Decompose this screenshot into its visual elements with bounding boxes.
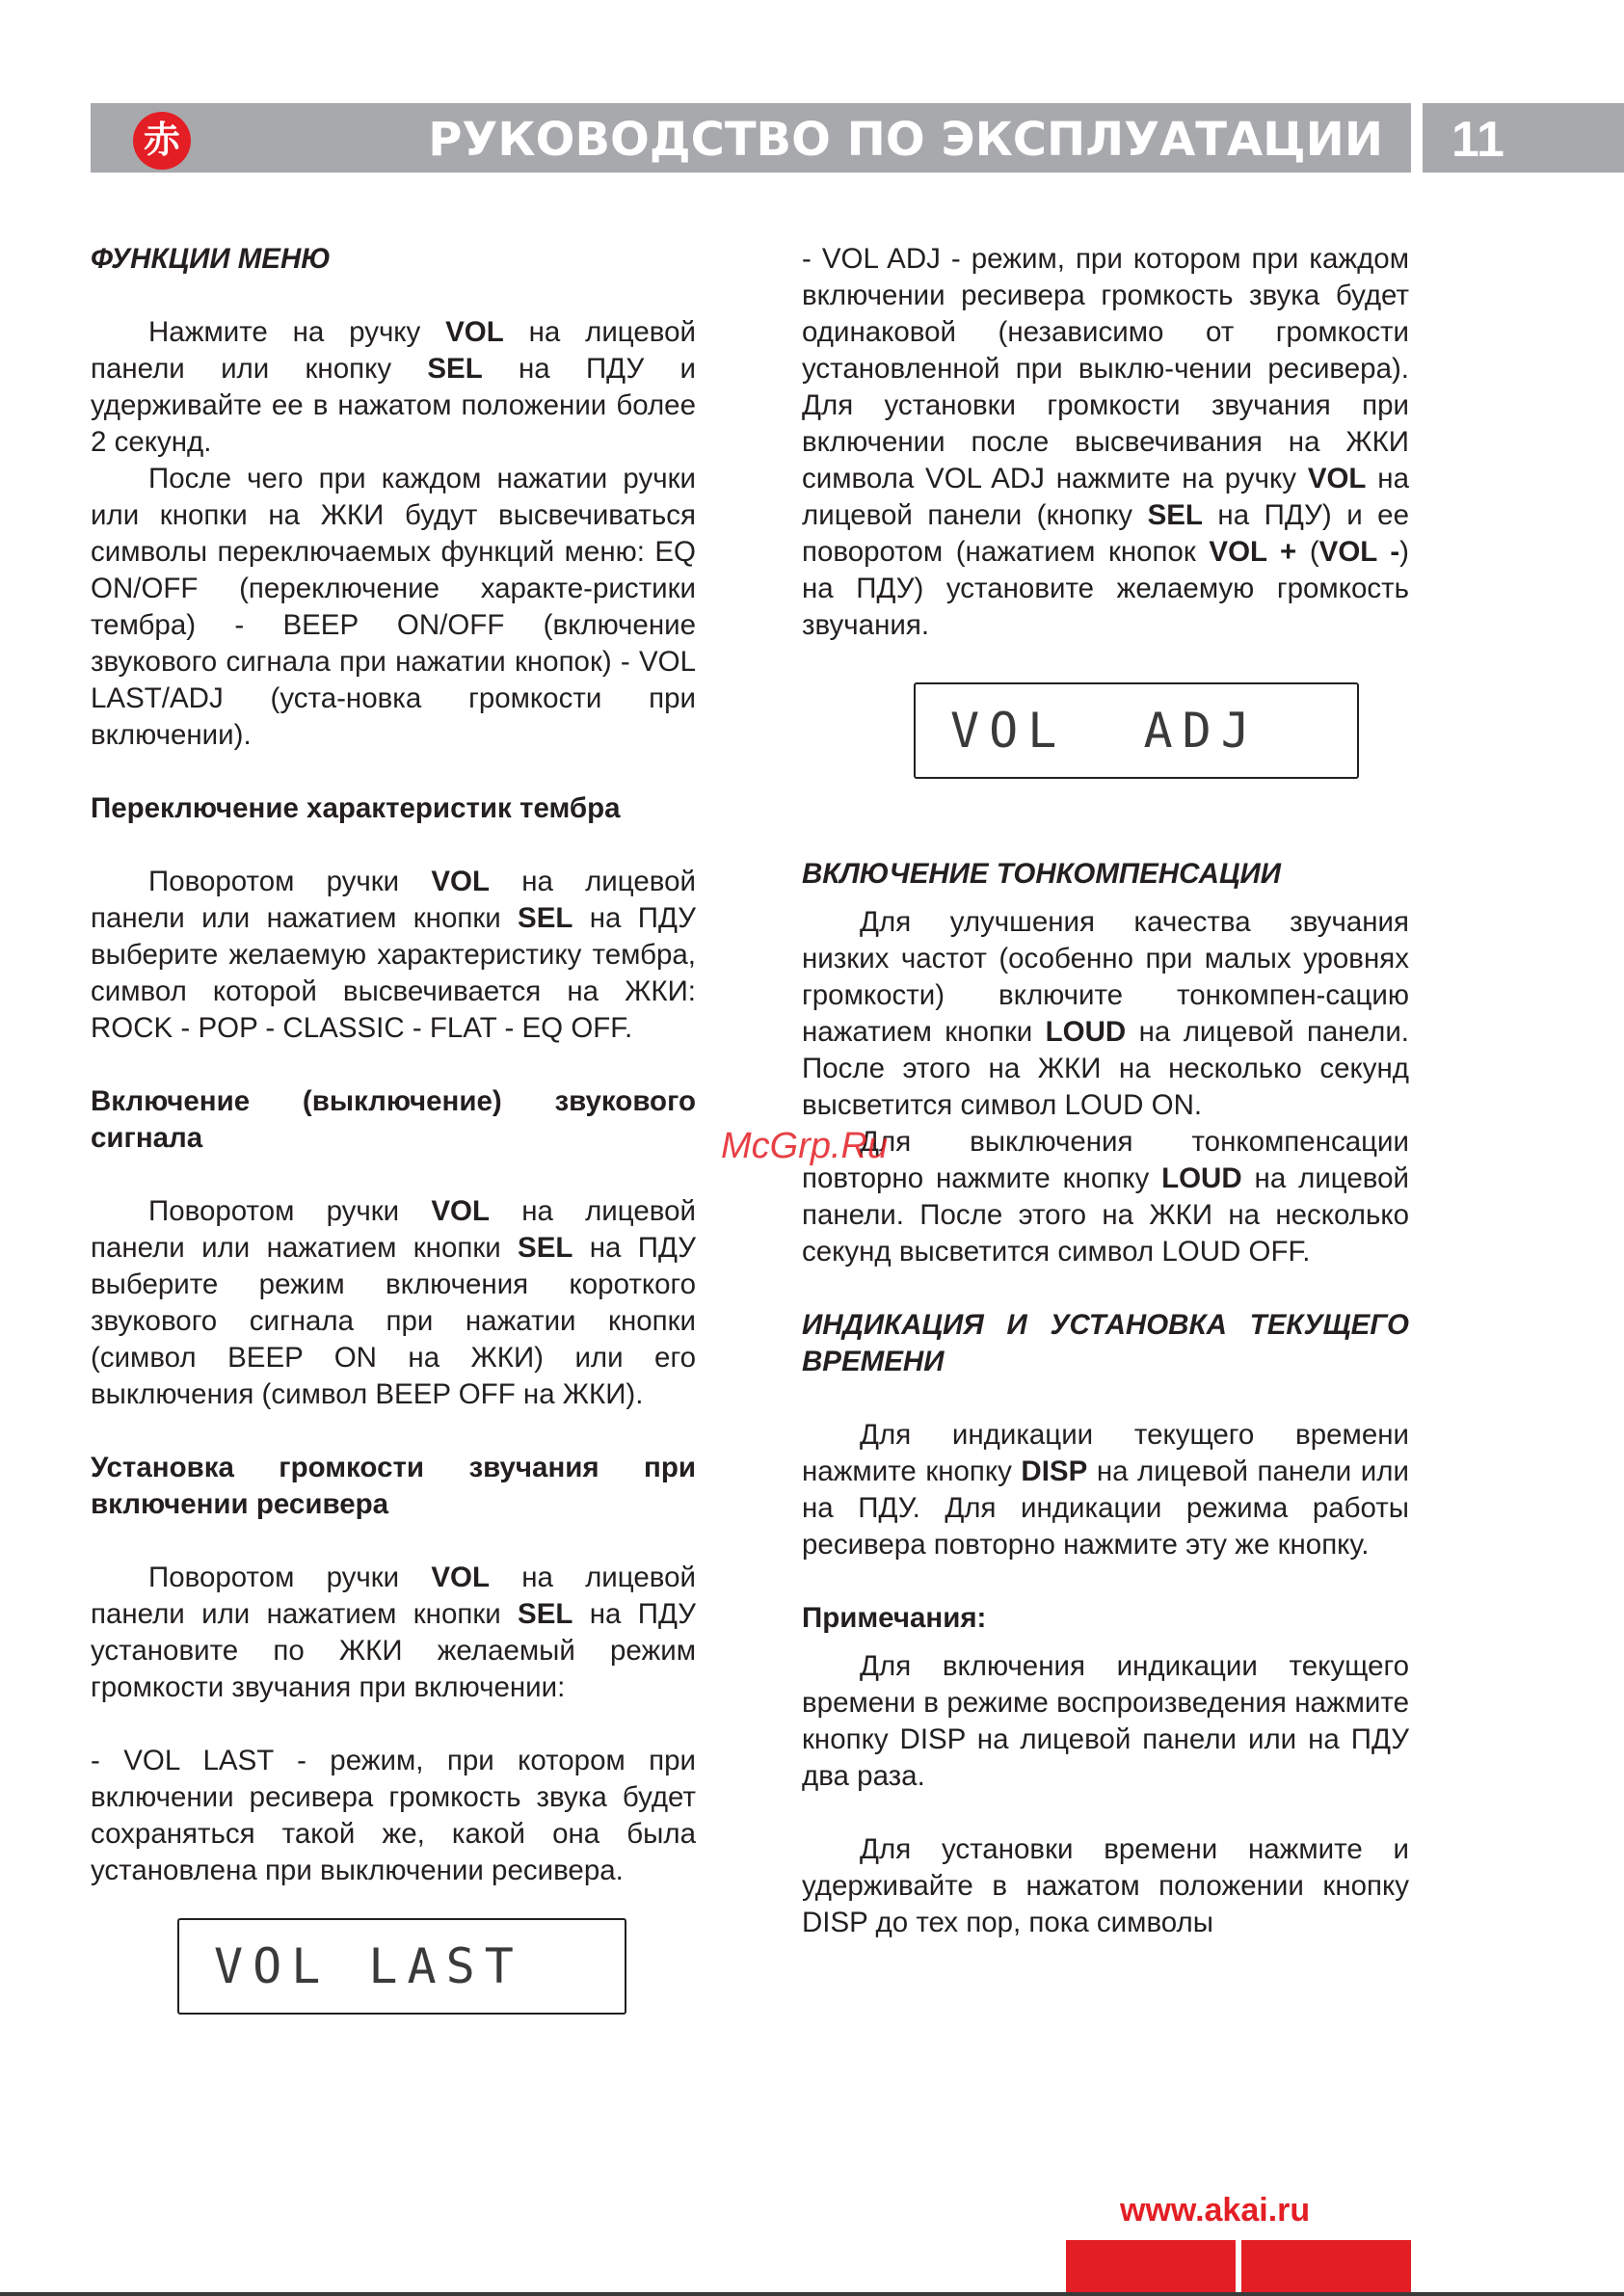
paragraph-note-1: Для включения индикации текущего времени в режиме воспроизведения нажмите кнопку DISP на лицевой панели или на ПДУ два раза. [802, 1650, 1409, 1792]
lcd-display-vol-adj: VOL ADJ [914, 682, 1359, 779]
right-column [802, 241, 1409, 1941]
bold-term: VOL [445, 316, 504, 348]
watermark: McGrp.Ru [721, 1126, 889, 1166]
bold-term: LOUD [1045, 1016, 1127, 1048]
bold-term: VOL [1307, 463, 1367, 494]
left-column [91, 241, 696, 2015]
akai-logo: 赤 [133, 112, 191, 170]
bold-term: SEL [518, 902, 573, 934]
heading-tone-switching: Переключение характеристик тембра [91, 792, 621, 824]
bold-term: SEL [1147, 499, 1203, 531]
heading-beep: Включение (выключение) звукового сигнала [91, 1085, 696, 1154]
paragraph-vol-adj: - VOL ADJ - режим, при котором при каждом включении ресивера громкость звука будет одинаковой (независимо от громкости установленной при выклю-чении ресивера). Для установки громкости звучания при включении после высвечивания на ЖКИ символа VOL ADJ нажмите на ручку VOL на лицевой панели (кнопку SEL на ПДУ) и ее поворотом (нажатием кнопок VOL + (VOL -) на ПДУ) установите желаемую громкость звучания. [802, 243, 1409, 641]
paragraph-time-display: Для индикации текущего времени нажмите кнопку DISP на лицевой панели или на ПДУ. Для индикации режима работы ресивера повторно нажмите эту же кнопку. [802, 1419, 1409, 1561]
paragraph-note-2: Для установки времени нажмите и удерживайте в нажатом положении кнопку DISP до тех пор, пока символы [802, 1833, 1409, 1938]
website-link[interactable]: www.akai.ru [1120, 2192, 1311, 2229]
bold-term: VOL [431, 1195, 491, 1227]
paragraph-volume-on: Поворотом ручки VOL на лицевой панели или нажатием кнопки SEL на ПДУ установите по ЖКИ желаемый режим громкости звучания при включении: [91, 1562, 696, 1703]
paragraph-tone-switching: Поворотом ручки VOL на лицевой панели или нажатием кнопки SEL на ПДУ выберите желаемую характеристику тембра, символ которой высвечивается на ЖКИ: ROCK - POP - CLASSIC - FLAT - EQ OFF. [91, 866, 696, 1044]
bold-term: VOL + [1209, 536, 1297, 568]
footer-red-bar-right [1241, 2240, 1411, 2296]
bold-term: VOL [431, 866, 491, 897]
lcd-display-vol-last: VOL LAST [177, 1918, 626, 2015]
paragraph-vol-last: - VOL LAST - режим, при котором при включении ресивера громкость звука будет сохраняться такой же, какой она была установлена при выключении ресивера. [91, 1745, 696, 1886]
bold-term: SEL [518, 1232, 573, 1264]
paragraph-beep: Поворотом ручки VOL на лицевой панели или нажатием кнопки SEL на ПДУ выберите режим включения короткого звукового сигнала при нажатии кнопки (символ BEEP ON на ЖКИ) или его выключения (символ BEEP OFF на ЖКИ). [91, 1195, 696, 1410]
bold-term: SEL [518, 1598, 573, 1630]
heading-notes: Примечания: [802, 1602, 987, 1634]
paragraph-menu-intro: Нажмите на ручку VOL на лицевой панели или кнопку SEL на ПДУ и удерживайте ее в нажатом положении более 2 секунд. [91, 316, 696, 458]
bottom-rule [0, 2292, 1624, 2296]
heading-loudness: ВКЛЮЧЕНИЕ ТОНКОМПЕНСАЦИИ [802, 858, 1281, 890]
paragraph-loud-on: Для улучшения качества звучания низких частот (особенно при малых уровнях громкости) включите тонкомпен-сацию нажатием кнопки LOUD на лицевой панели. После этого на ЖКИ на несколько секунд высветится символ LOUD ON. [802, 906, 1409, 1121]
heading-time: ИНДИКАЦИЯ И УСТАНОВКА ТЕКУЩЕГО ВРЕМЕНИ [802, 1309, 1409, 1377]
bold-term: VOL - [1318, 536, 1400, 568]
heading-menu-functions: ФУНКЦИИ МЕНЮ [91, 243, 332, 275]
footer-red-bar-left [1066, 2240, 1236, 2296]
bold-term: VOL [431, 1562, 491, 1593]
page-title: РУКОВОДСТВО ПО ЭКСПЛУАТАЦИИ [428, 113, 1383, 167]
bold-term: LOUD [1161, 1162, 1242, 1194]
page-number: 11 [1451, 112, 1504, 168]
bold-term: SEL [427, 353, 483, 385]
bold-term: DISP [1021, 1455, 1088, 1487]
paragraph-menu-functions: После чего при каждом нажатии ручки или кнопки на ЖКИ будут высвечиваться символы переключаемых функций меню: EQ ON/OFF (переключение характе-ристики тембра) - BEEP ON/OFF (включение звукового сигнала при нажатии кнопок) - VOL LAST/ADJ (уста-новка громкости при включении). [91, 463, 696, 751]
paragraph-loud-off: Для выключения тонкомпенсации повторно нажмите кнопку LOUD на лицевой панели. После этого на ЖКИ на несколько секунд высветится символ LOUD OFF. [802, 1126, 1409, 1268]
heading-volume-on: Установка громкости звучания при включении ресивера [91, 1452, 696, 1520]
